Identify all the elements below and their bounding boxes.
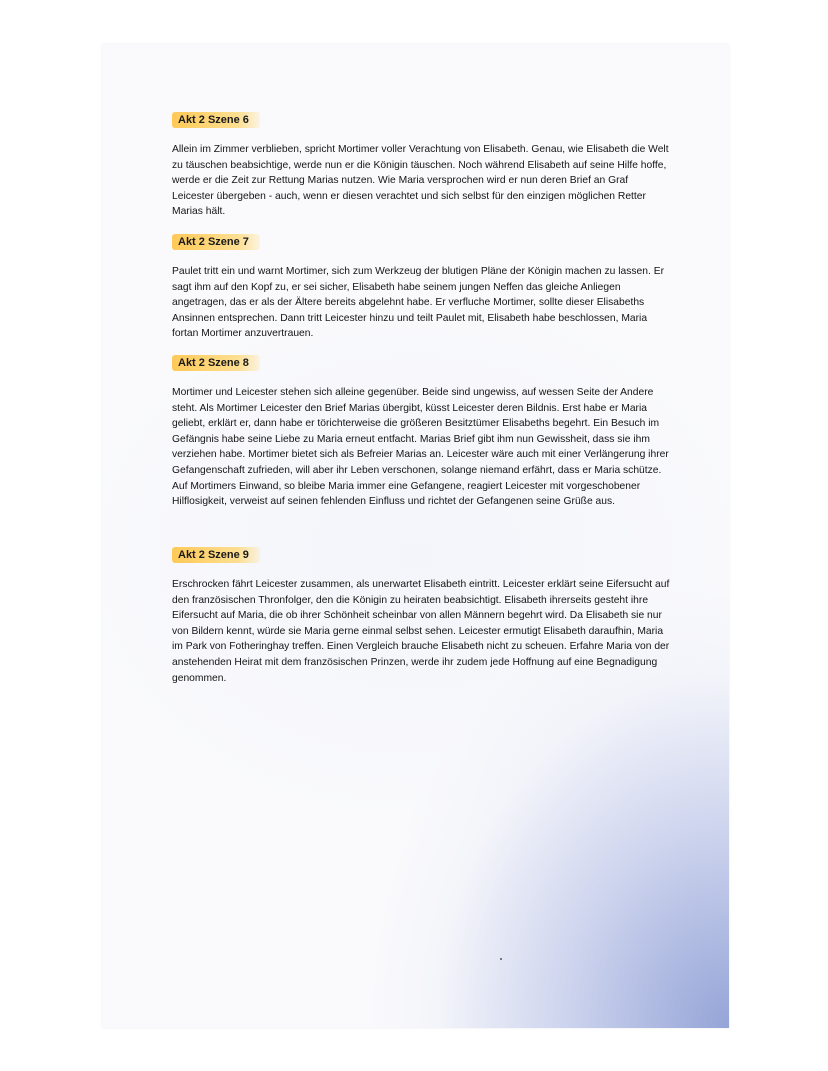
section-akt2-szene8	[172, 353, 672, 510]
document-page	[102, 44, 729, 1028]
section-akt2-szene6	[172, 110, 672, 220]
section-text: Allein im Zimmer verblieben, spricht Mortimer voller Verachtung von Elisabeth. Genau, wie Elisabeth die Welt zu täuschen beabsichtige, werde nun er die Königin täuschen. Noch während Elisabeth auf seine Hilfe hoffe, werde er die Zeit zur Rettung Marias nutzen. Wie Maria versprochen wird er nun deren Brief an Graf Leicester übergeben - auch, wenn er diesen verachtet und sich selbst für den einzigen möglichen Retter Marias hält.	[172, 144, 669, 218]
section-text: Paulet tritt ein und warnt Mortimer, sich zum Werkzeug der blutigen Pläne der Königin machen zu lassen. Er sagt ihm auf den Kopf zu, er sei sicher, Elisabeth habe seinem jungen Neffen das gleiche Anliegen angetragen, das er als der Ältere bereits abgelehnt habe. Er verfluche Mortimer, sollte dieser Elisabeths Ansinnen entsprechen. Dann tritt Leicester hinzu und teilt Paulet mit, Elisabeth habe beschlossen, Maria fortan Mortimer anzuvertrauen.	[172, 266, 665, 340]
paper-speck	[500, 958, 502, 960]
section-akt2-szene9	[172, 545, 672, 686]
section-heading: Akt 2 Szene 7	[172, 234, 260, 250]
section-heading: Akt 2 Szene 9	[172, 547, 260, 563]
section-heading: Akt 2 Szene 6	[172, 112, 260, 128]
section-text: Erschrocken fährt Leicester zusammen, als unerwartet Elisabeth eintritt. Leicester erklärt seine Eifersucht auf den französischen Thronfolger, den die Königin zu heiraten beabsichtigt. Elisabeth ihrerseits gesteht ihre Eifersucht auf Maria, die ob ihrer Schönheit scheinbar von allen Männern begehrt wird. Da Elisabeth sie nur von Bildern kennt, würde sie Maria gerne einmal selbst sehen. Leicester ermutigt Elisabeth daraufhin, Maria im Park von Fotheringhay treffen. Einen Vergleich brauche Elisabeth nicht zu scheuen. Erfahre Maria von der anstehenden Heirat mit dem französischen Prinzen, werde ihr zudem jede Hoffnung auf eine Begnadigung genommen.	[172, 579, 670, 684]
section-text: Mortimer und Leicester stehen sich alleine gegenüber. Beide sind ungewiss, auf wessen Seite der Andere steht. Als Mortimer Leicester den Brief Marias übergibt, küsst Leicester deren Bildnis. Erst habe er Maria geliebt, erklärt er, dann habe er törichterweise die größeren Besitztümer Elisabeths begehrt. Ein Besuch im Gefängnis habe seine Liebe zu Maria erneut entfacht. Marias Brief gibt ihm nun Gewissheit, dass sie ihm verziehen habe. Mortimer bietet sich als Befreier Marias an. Leicester wäre auch mit einer Verlängerung ihrer Gefangenschaft zufrieden, will aber ihr Leben verschonen, solange niemand erfährt, dass er Maria schütze. Auf Mortimers Einwand, so bleibe Maria immer eine Gefangene, reagiert Leicester mit vorgeschobener Hilflosigkeit, verweist auf seinen fehlenden Einfluss und richtet der Gefangenen seine Grüße aus.	[172, 387, 669, 508]
section-heading: Akt 2 Szene 8	[172, 355, 260, 371]
section-akt2-szene7	[172, 232, 672, 342]
